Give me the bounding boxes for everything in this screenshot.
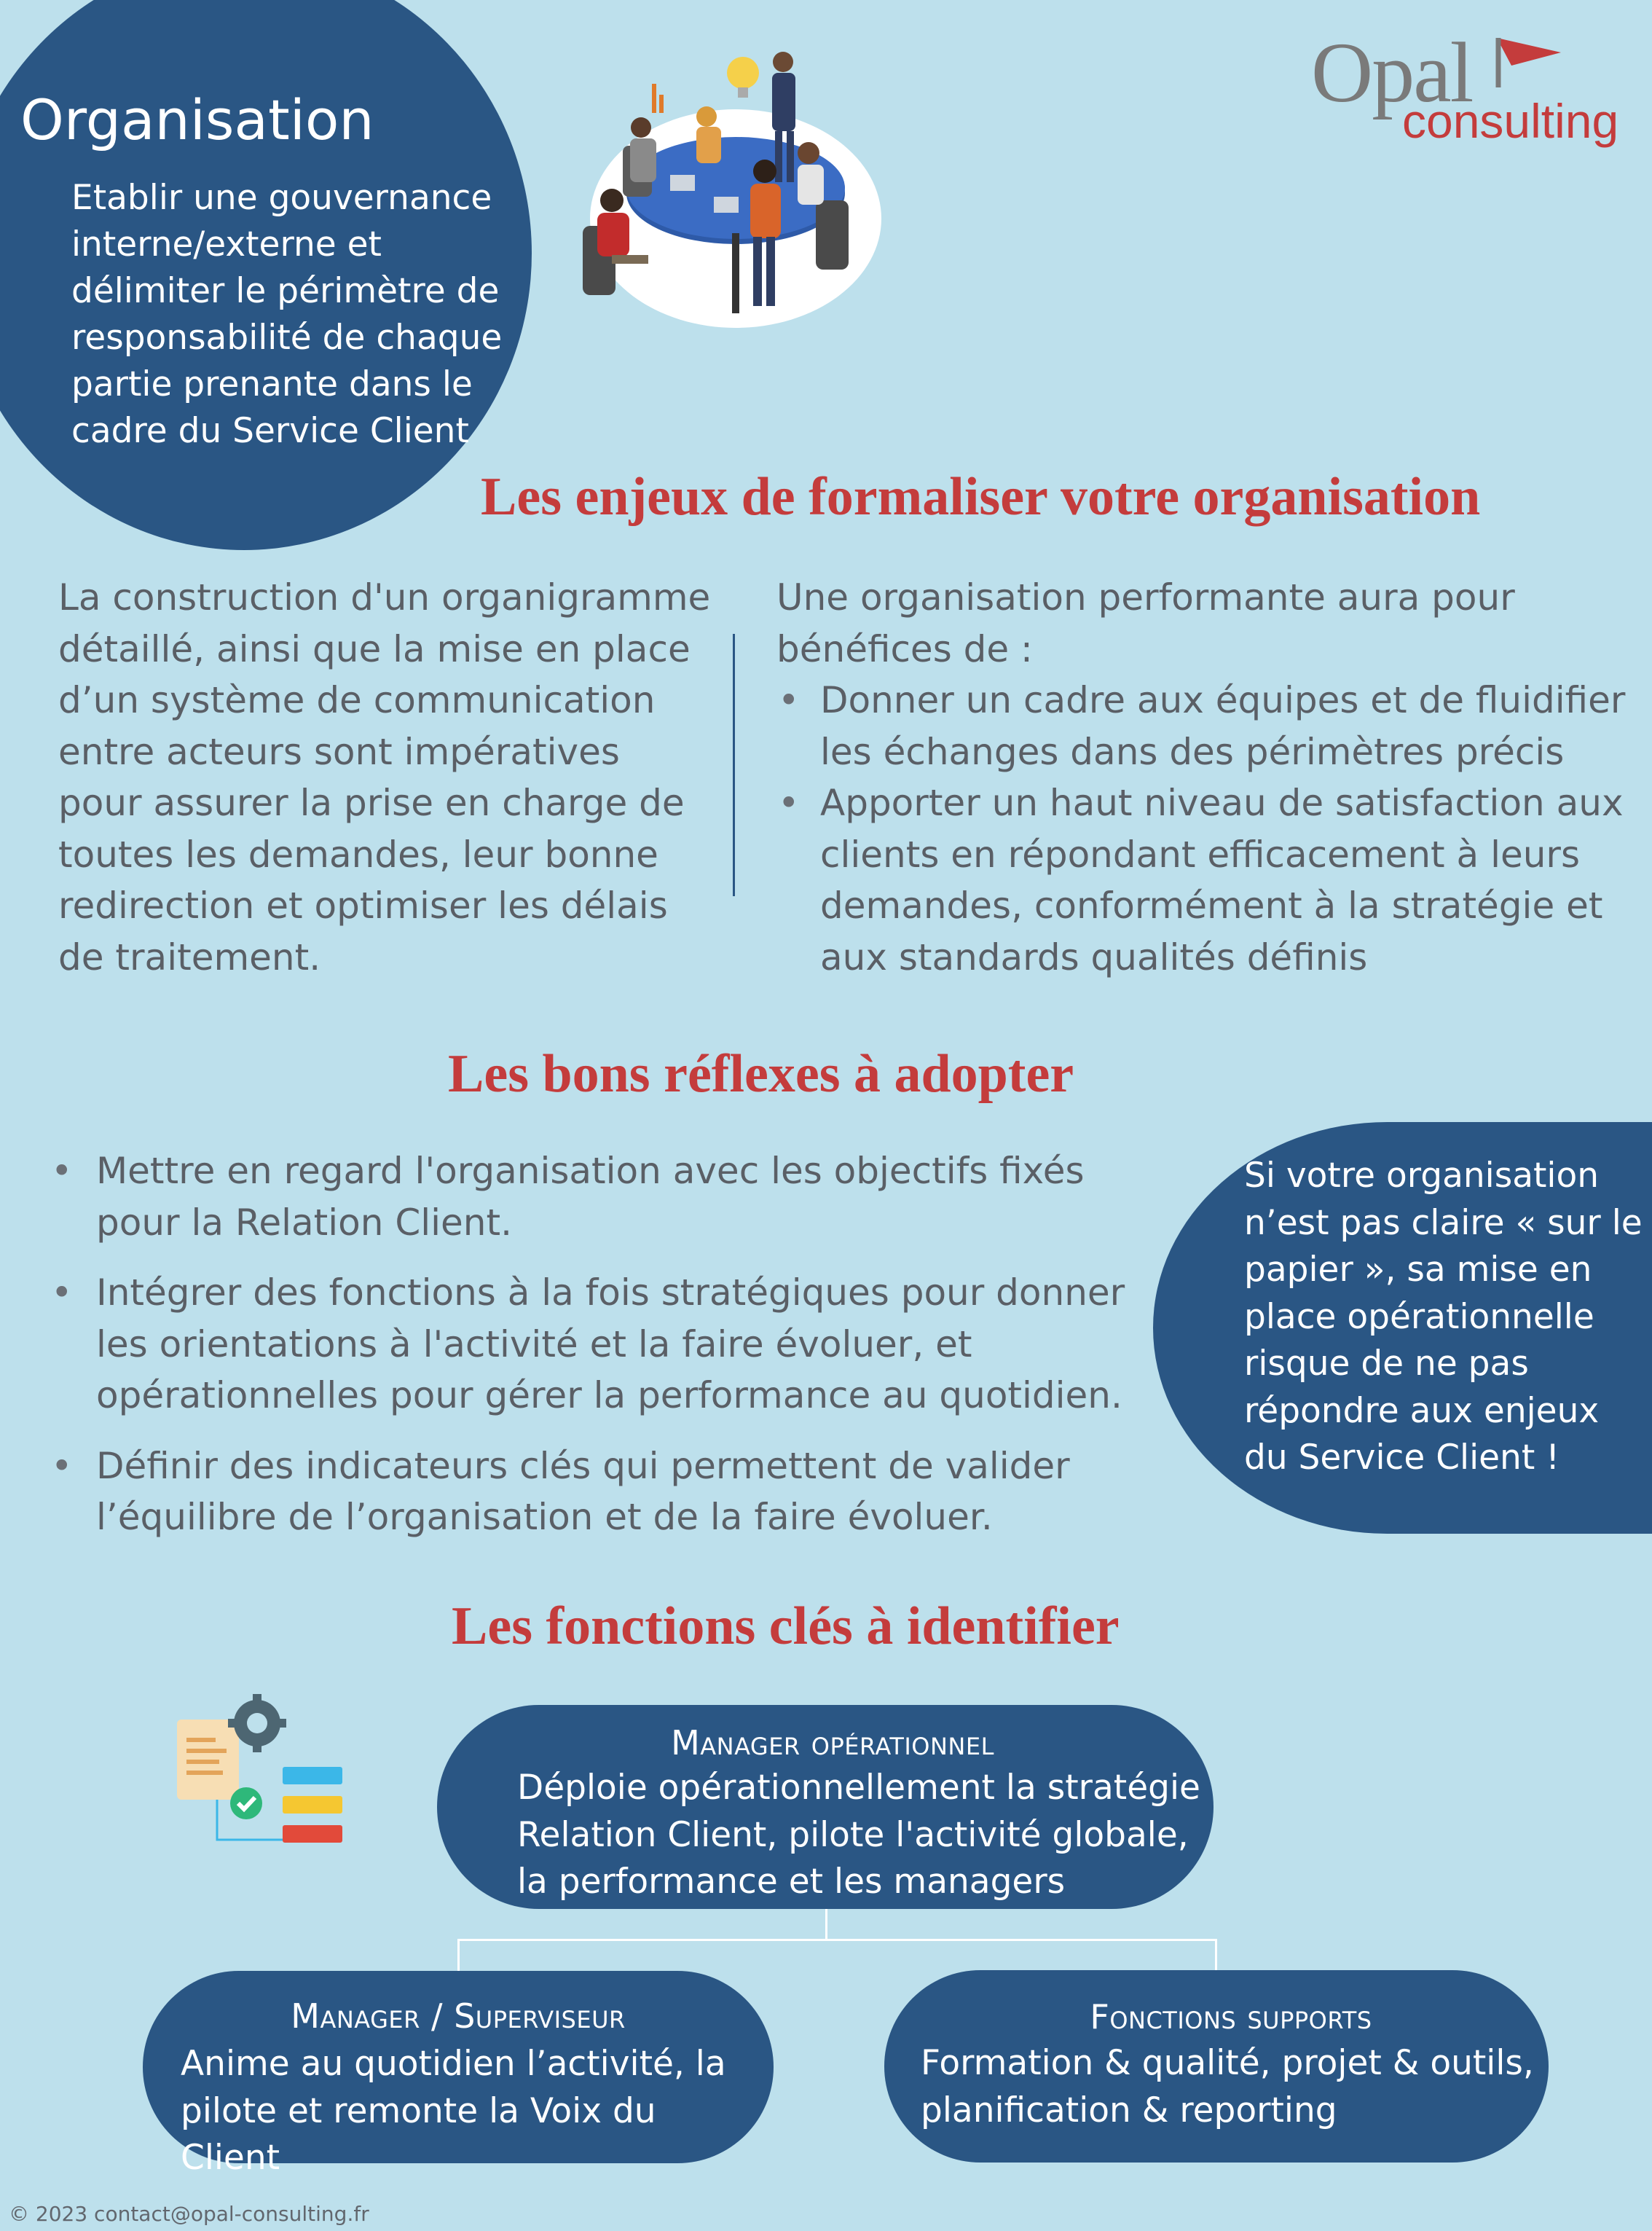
benefits-list xyxy=(776,675,1629,983)
intro-text: Etablir une gouvernance interne/externe et délimiter le périmètre de responsabilité de chaque partie prenante dans le cadre du Service Client xyxy=(71,178,503,451)
function-description: Anime au quotidien l’activité, la pilote et remonte la Voix du Client xyxy=(181,2044,726,2178)
section2-heading: Les bons réflexes à adopter xyxy=(448,1044,1074,1104)
org-connector xyxy=(1215,1939,1217,1971)
function-fonctions-supports xyxy=(884,1970,1549,2163)
function-description: Déploie opérationnellement la stratégie Relation Client, pilote l'activité globale, la performance et les managers xyxy=(517,1768,1200,1902)
function-manager-superviseur xyxy=(143,1971,774,2178)
org-connector xyxy=(825,1909,827,1941)
section3-heading: Les fonctions clés à identifier xyxy=(452,1596,1120,1656)
list-item: • Donner un cadre aux équipes et de fluidifier les échanges dans des périmètres précis xyxy=(776,675,1629,777)
red-flag-icon xyxy=(1491,36,1564,95)
logo-consulting-text: consulting xyxy=(1402,94,1619,148)
list-item: • Mettre en regard l'organisation avec les objectifs fixés pour la Relation Client. xyxy=(51,1145,1158,1248)
column-divider xyxy=(733,634,735,896)
list-item: • Définir des indicateurs clés qui permettent de valider l’équilibre de l’organisation et de la faire évoluer. xyxy=(51,1440,1158,1543)
list-item: • Intégrer des fonctions à la fois stratégiques pour donner les orientations à l'activité et la faire évoluer, et opérationnelles pour gérer la performance au quotidien. xyxy=(51,1267,1158,1422)
list-item: • Apporter un haut niveau de satisfaction aux clients en répondant efficacement à leurs demandes, conformément à la stratégie et aux standards qualités définis xyxy=(776,777,1629,983)
intro-title: Organisation xyxy=(20,87,374,152)
section1-right-column xyxy=(776,572,1629,983)
function-title: Fonctions supports xyxy=(1090,1997,1372,2036)
org-connector xyxy=(457,1939,1216,1941)
section1-right-intro: Une organisation performante aura pour bénéfices de : xyxy=(776,576,1515,670)
team-meeting-illustration xyxy=(568,44,889,350)
section1-heading: Les enjeux de formaliser votre organisation xyxy=(481,467,1481,527)
section1-left-text: La construction d'un organigramme détaillé, ainsi que la mise en place d’un système de communication entre acteurs sont impératives pour assurer la prise en charge de toutes les demandes, leur bonne redirection et optimiser les délais de traitement. xyxy=(58,576,711,979)
function-manager-operationnel xyxy=(437,1705,1214,1909)
logo-opal-text: Opal xyxy=(1311,25,1473,120)
function-title: Manager / Superviseur xyxy=(291,1996,626,2036)
function-title: Manager opérationnel xyxy=(671,1723,994,1763)
function-description: Formation & qualité, projet & outils, planification & reporting xyxy=(921,2043,1534,2130)
reflexes-list xyxy=(51,1145,1158,1562)
opal-consulting-logo xyxy=(1311,22,1632,153)
footer-contact: © 2023 contact@opal-consulting.fr xyxy=(9,2202,369,2226)
org-connector xyxy=(457,1939,460,1971)
callout-text: Si votre organisation n’est pas claire « sur le papier », sa mise en place opérationnelle risque de ne pas répondre aux enjeux du Service Client ! xyxy=(1244,1156,1643,1478)
gear-documents-icon xyxy=(173,1694,348,1869)
